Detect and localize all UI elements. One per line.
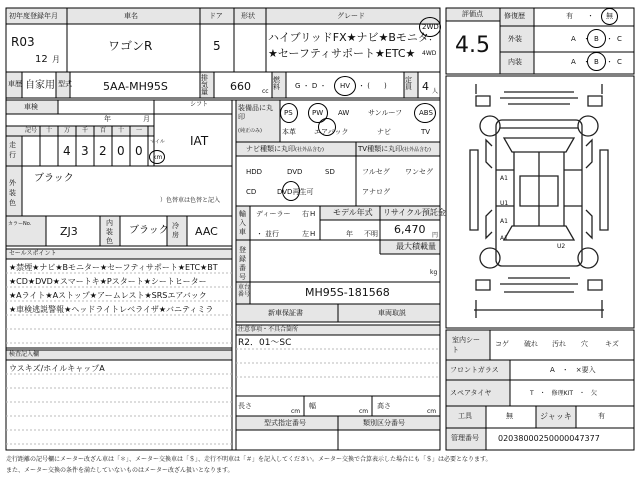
mileage-unit-3: 百	[100, 127, 107, 134]
warranty-label: 新車保証書	[268, 309, 303, 317]
diagram-label-2: U1	[500, 200, 509, 207]
mileage-unit-4: 十	[118, 127, 125, 134]
height-unit: cm	[427, 408, 437, 415]
car-diagram	[470, 84, 608, 318]
ext-dot-2: ・	[606, 35, 613, 43]
sales-point-label: セールスポイント	[9, 250, 57, 257]
doors-label: ドア	[209, 12, 223, 20]
fuel-hv-circle	[334, 76, 356, 96]
mileage-digit-2: 2	[99, 144, 107, 158]
interior-color-value: ブラック	[129, 225, 169, 236]
model-label: 型式	[58, 80, 72, 88]
shift-label: シフト	[190, 101, 209, 108]
navi-sd: SD	[325, 168, 335, 176]
equip-aw: AW	[338, 109, 350, 117]
ac-label: 冷房	[172, 222, 179, 239]
model-value: 5AA-MH95S	[103, 80, 168, 93]
sales-point-line-3: ★Aライト★Aストップ★アームレスト★SRSエアバック	[9, 291, 207, 300]
mileage-symbol-label: 記号	[25, 127, 38, 134]
model-year-unit: 年	[346, 230, 353, 238]
int-a: A	[571, 58, 576, 66]
interior-item-2: 汚れ	[552, 340, 566, 348]
tv-type-title-note: (社外品含む)	[402, 147, 431, 153]
repair-no-circle	[601, 8, 618, 25]
drive-2wd: 2WD	[422, 23, 439, 31]
mileage-digit-0: 4	[63, 144, 71, 158]
chassis-value: MH95S-181568	[305, 286, 390, 299]
drive-4wd: 4WD	[422, 50, 437, 57]
car-name: ワゴンR	[108, 39, 153, 53]
sales-point-line-4: ★車検逃説警報★ヘッドライトレベライザ★バニティミラ	[9, 305, 214, 314]
interior-item-3: 穴	[581, 340, 588, 348]
mileage-digit-4: 0	[135, 144, 143, 158]
reg-year: R03	[11, 35, 35, 49]
sales-point-line-2: ★CD★DVD★スマートキ★Pスタート★シートヒーター	[9, 277, 207, 286]
ext-a: A	[571, 35, 576, 43]
int-b: B	[594, 58, 599, 66]
ext-dot-1: ・	[583, 35, 590, 43]
equip-airbag-circle	[318, 118, 336, 136]
jack-label: ジャッキ	[540, 412, 572, 421]
glass-value: A ・ ×要入	[550, 366, 596, 374]
import-label: 輸入車	[239, 210, 246, 236]
exterior-value: ブラック	[34, 173, 74, 184]
capacity-label: 定員	[405, 76, 412, 91]
rating-label: 評価点	[462, 10, 483, 18]
height-label: 高さ	[377, 402, 391, 410]
doors-value: 5	[213, 39, 221, 53]
navi-dvd: DVD	[287, 168, 303, 176]
mileage-digit-1: 3	[81, 144, 89, 158]
class-no-label: 類別区分番号	[363, 419, 405, 427]
mileage-unit-2: 千	[82, 127, 89, 134]
max-load-unit: kg	[430, 269, 438, 276]
type-no-label: 型式指定番号	[264, 419, 306, 427]
import-left: 左	[302, 230, 309, 238]
cc-unit: cc	[262, 88, 269, 95]
diagram-label-5: U2	[557, 243, 566, 250]
chassis-label: 車台番号	[238, 284, 251, 298]
control-no-value: 02038000250000047377	[498, 434, 600, 443]
ac-value: AAC	[195, 225, 218, 238]
footer-note-1: 走行距離の記号欄にメーター改ざん車は「＊」、メーター交換車は「＄」、走行不明車は「＃」を記入してください。メーター交換で合算表示した場合にも「＄」は必要となります。	[6, 456, 492, 463]
recycle-value: 6,470	[394, 223, 426, 236]
first-reg-label: 初年度登録年月	[9, 12, 58, 20]
manual-label: 車両取説	[378, 309, 406, 317]
import-h1: H	[310, 210, 316, 218]
diagram-label-1: A1	[500, 175, 508, 182]
color-change-note: ）色替車は色替と記入	[160, 197, 221, 204]
mileage-unit-0: 十	[46, 127, 53, 134]
length-unit: cm	[291, 408, 301, 415]
tools-value: 無	[506, 412, 513, 420]
car-name-label: 車名	[124, 12, 138, 20]
displacement-label: 排気量	[201, 74, 208, 96]
interior-item-0: コゲ	[495, 340, 509, 348]
equipment-label: 装備品に丸印	[238, 104, 273, 121]
max-load-label: 最大積載量	[396, 242, 436, 251]
mileage-unit-5: 一	[136, 127, 143, 134]
int-c: C	[617, 58, 622, 66]
ext-c: C	[617, 35, 622, 43]
equip-ps: PS	[284, 109, 293, 117]
ext-label: 外装	[508, 35, 522, 43]
length-label: 長さ	[238, 402, 252, 410]
unit-km: km	[153, 154, 163, 161]
equip-sunroof: サンルーフ	[368, 109, 403, 117]
grade-line-2: ★セーフティサポート★ETC★	[268, 47, 416, 60]
inspection-month-unit: 月	[143, 115, 150, 123]
navi-dvd-play-circle	[282, 181, 300, 201]
int-label: 内装	[508, 58, 522, 66]
interior-item-4: キズ	[605, 340, 619, 348]
tv-type-title-text: TV種類に丸印	[358, 145, 403, 153]
equip-tv: TV	[421, 128, 431, 136]
equip-abs: ABS	[419, 109, 433, 117]
inspector-value: ウスキズ/ホイルキャップA	[9, 364, 105, 373]
int-b-circle	[587, 52, 606, 71]
spare-label: スペアタイヤ	[450, 389, 492, 397]
equip-pw: PW	[312, 109, 324, 117]
diagram-label-4: A1	[500, 235, 508, 242]
color-no-value: ZJ3	[60, 225, 78, 238]
unit-mile: マイル	[150, 139, 165, 145]
repair-no: 無	[606, 12, 613, 20]
mileage-unit-1: 万	[64, 127, 71, 134]
mileage-digit-3: 0	[117, 144, 125, 158]
unit-km-circle	[149, 150, 165, 164]
reg-no-label: 登録番号	[239, 246, 246, 281]
equip-navi: ナビ	[377, 128, 391, 136]
navi-hdd: HDD	[246, 168, 263, 176]
category-label: 車歴	[8, 80, 22, 88]
repair-label: 修復歴	[504, 12, 525, 20]
reg-month-unit: 月	[52, 55, 60, 64]
recycle-label: リサイクル預託金	[383, 208, 446, 217]
equip-leather: 本革	[282, 128, 296, 136]
fuel-label: 燃料	[273, 76, 280, 91]
reg-month: 12	[35, 54, 48, 65]
rating-score: 4.5	[455, 33, 490, 58]
ext-b: B	[594, 35, 599, 43]
inspector-label: 検査記入欄	[9, 351, 40, 358]
spare-value: T ・ 修理KIT ・ 欠	[530, 390, 598, 397]
jack-value: 有	[598, 412, 605, 420]
int-dot-2: ・	[606, 58, 613, 66]
grade-line-1: ハイブリッドFX★ナビ★Bモニタ	[268, 31, 429, 44]
import-dot: ・	[256, 230, 263, 238]
fuel-options: G ・ D ・	[295, 82, 327, 90]
tv-analog: アナログ	[362, 188, 390, 196]
navi-type-title-note: (社外品含む)	[295, 147, 324, 153]
import-h2: H	[310, 230, 316, 238]
inspection-label: 車検	[24, 103, 38, 111]
shape-label: 形状	[241, 12, 255, 20]
person-unit: 人	[432, 88, 439, 95]
color-no-label: カラーNo.	[8, 221, 32, 227]
capacity-value: 4	[422, 80, 429, 93]
import-other: 並行	[265, 230, 279, 238]
equipment-sublabel: (純正のみ)	[238, 128, 262, 134]
exterior-label: 外装色	[9, 179, 16, 207]
notes-value: R2．01〜SC	[238, 338, 292, 348]
fuel-hv: HV	[340, 82, 351, 90]
navi-dvd-play: DVD再生可	[277, 188, 314, 196]
drive-2wd-circle	[419, 17, 441, 37]
recycle-unit: 円	[432, 232, 439, 239]
repair-dot: ・	[587, 12, 594, 20]
width-label: 幅	[309, 402, 316, 410]
equip-abs-circle	[414, 103, 436, 123]
drive-dot: ・	[427, 36, 434, 44]
glass-label: フロントガラス	[450, 366, 499, 374]
footer-note-2: また、メーター交換の条件を満たしていないものはメーター改ざん扱いとなります。	[6, 467, 234, 474]
interior-color-label: 内装色	[106, 219, 113, 245]
sales-point-line-1: ★禁煙★ナビ★Bモニター★セーフティサポート★ETC★BT	[9, 263, 218, 272]
ext-b-circle	[587, 29, 606, 48]
interior-seat-label: 室内シート	[452, 336, 480, 354]
interior-item-1: 破れ	[524, 340, 538, 348]
control-no-label: 管理番号	[451, 434, 479, 442]
tv-type-title	[358, 146, 431, 153]
equip-airbag: エアバック	[314, 128, 349, 136]
model-year-unknown: 不明	[364, 230, 378, 238]
equip-ps-circle	[280, 103, 298, 123]
model-year-label: モデル年式	[333, 208, 373, 217]
fuel-rest: ・ ( )	[358, 82, 387, 90]
width-unit: cm	[359, 408, 369, 415]
shift-value: IAT	[190, 134, 209, 148]
tv-oneseg: ワンセグ	[405, 168, 433, 176]
import-dealer: ディーラー	[256, 210, 291, 218]
mileage-label: 走行	[9, 141, 16, 159]
navi-type-title	[246, 146, 324, 153]
navi-cd: CD	[246, 188, 257, 196]
inspection-year-unit: 年	[104, 115, 111, 123]
tools-label: 工具	[458, 412, 472, 420]
category-value: 自家用	[25, 80, 55, 91]
diagram-label-3: A1	[500, 218, 508, 225]
tv-fullseg: フルセグ	[362, 168, 390, 176]
int-dot-1: ・	[583, 58, 590, 66]
notes-label: 注意事項・不具合箇所	[238, 326, 299, 333]
navi-type-title-text: ナビ種類に丸印	[246, 145, 295, 153]
import-right: 右	[302, 210, 309, 218]
grade-label: グレード	[337, 12, 365, 20]
repair-yes: 有	[566, 12, 573, 20]
displacement-value: 660	[230, 80, 251, 93]
